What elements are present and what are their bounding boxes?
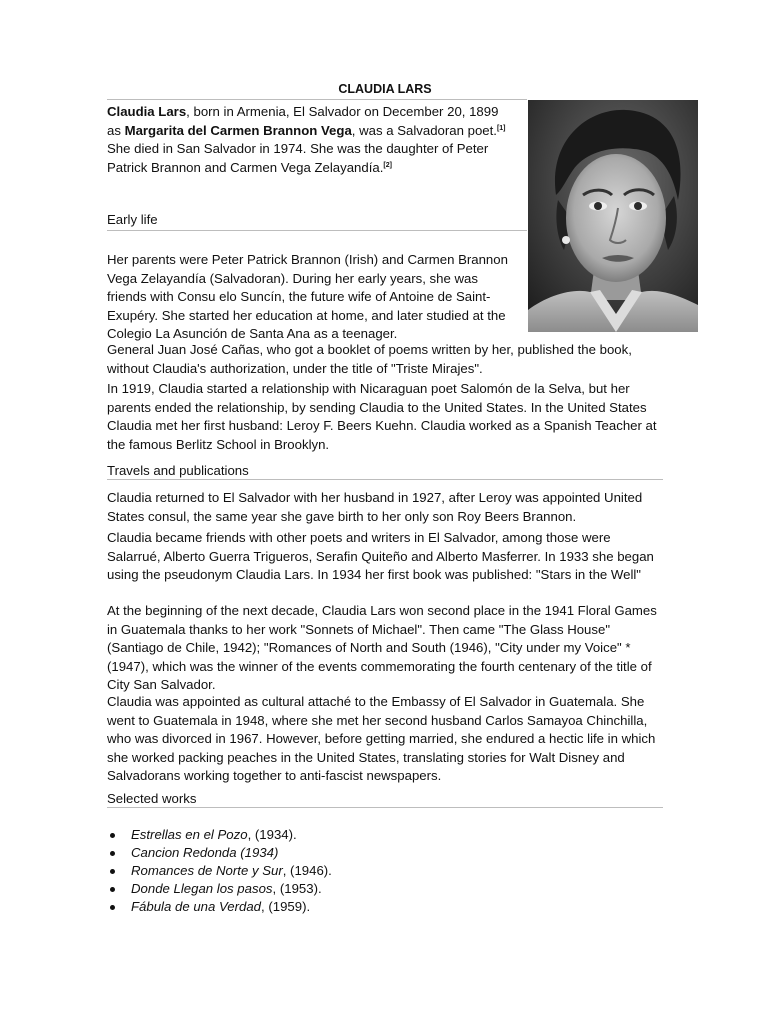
bullet-icon <box>110 851 115 856</box>
section-heading-early-life: Early life <box>107 212 158 227</box>
list-item <box>107 826 332 844</box>
intro-text-1: , born in Armenia, El Salvador on December 20, 1899 as <box>107 104 499 138</box>
work-title: Romances de Norte y Sur <box>131 863 283 878</box>
list-item <box>107 862 332 880</box>
subject-name: Claudia Lars <box>107 104 187 119</box>
travels-paragraph-2: Claudia became friends with other poets and writers in El Salvador, among those were Salarrué, Alberto Guerra Trigueros, Serafin Quiteño and Alberto Masferrer. In 1933 she began using the pseudonym Claudia Lars. In 1934 her first book was published: "Stars in the Well" <box>107 530 654 582</box>
work-year: , (1959). <box>261 899 311 914</box>
section-heading-travels: Travels and publications <box>107 463 249 478</box>
work-title: Donde Llegan los pasos <box>131 881 273 896</box>
page-title: CLAUDIA LARS <box>338 82 432 96</box>
bullet-icon <box>110 887 115 892</box>
intro-paragraph <box>107 103 507 177</box>
early-life-divider <box>107 230 527 231</box>
travels-divider <box>107 479 663 480</box>
work-title: Cancion Redonda (1934) <box>131 845 279 860</box>
bullet-icon <box>110 905 115 910</box>
travels-paragraph-3: At the beginning of the next decade, Claudia Lars won second place in the 1941 Floral Games in Guatemala thanks to her work "Sonnets of Michael". Then came "The Glass House" (Santiago de Chile, 1942); "Romances of North and South (1946), "City under my Voice" *(1947), which was the winner of the events commemorating the fourth centenary of the title of City San Salvador. <box>107 603 657 692</box>
section-heading-selected-works: Selected works <box>107 791 197 806</box>
works-divider <box>107 807 663 808</box>
early-life-paragraph-3: In 1919, Claudia started a relationship with Nicaraguan poet Salomón de la Selva, but her parents ended the relationship, by sending Claudia to the United States. In the United States Claudia met her first husband: Leroy F. Beers Kuehn. Claudia worked as a Spanish Teacher at the famous Berlitz School in Brooklyn. <box>107 381 657 452</box>
travels-paragraph-1: Claudia returned to El Salvador with her husband in 1927, after Leroy was appointed United States consul, the same year she gave birth to her only son Roy Beers Brannon. <box>107 490 643 524</box>
list-item <box>107 898 332 916</box>
intro-text-2: , was a Salvadoran poet. <box>351 122 497 138</box>
selected-works-list <box>107 826 332 916</box>
list-item <box>107 844 332 862</box>
portrait-photo <box>528 100 698 332</box>
work-year: , (1934). <box>247 827 297 842</box>
travels-paragraph-4: Claudia was appointed as cultural attaché to the Embassy of El Salvador in Guatemala. She went to Guatemala in 1948, where she met her second husband Carlos Samayoa Chinchilla, who was divorced in 1967. However, before getting married, she endured a hectic life in which she worked packing peaches in the United States, translating stories for Walt Disney and Salvadorans working together to anti-fascist newspapers. <box>107 694 656 783</box>
early-life-paragraph-1: Her parents were Peter Patrick Brannon (Irish) and Carmen Brannon Vega Zelayandía (Salvadoran). During her early years, she was friends with Consu elo Suncín, the future wife of Antoine de Saint-Exupéry. She started her education at home, and later studied at the Colegio La Asunción de Santa Ana as a teenager. <box>107 252 508 341</box>
early-life-paragraph-2: General Juan José Cañas, who got a booklet of poems written by her, published the book, without Claudia's authorization, under the title of "Triste Mirajes". <box>107 342 632 376</box>
portrait-illustration <box>528 100 698 332</box>
title-divider <box>107 99 527 100</box>
work-title: Fábula de una Verdad <box>131 899 262 914</box>
list-item <box>107 880 332 898</box>
bullet-icon <box>110 833 115 838</box>
work-year: , (1946). <box>282 863 332 878</box>
work-title: Estrellas en el Pozo <box>131 827 248 842</box>
work-year: , (1953). <box>272 881 322 896</box>
bullet-icon <box>110 869 115 874</box>
reference-link-2[interactable]: [2] <box>383 161 392 169</box>
intro-text-3: She died in San Salvador in 1974. She was the daughter of Peter Patrick Brannon and Carmen Vega Zelayandía. <box>107 141 489 175</box>
birth-name: Margarita del Carmen Brannon Vega <box>124 122 352 138</box>
reference-link-1[interactable]: [1] <box>496 124 506 132</box>
